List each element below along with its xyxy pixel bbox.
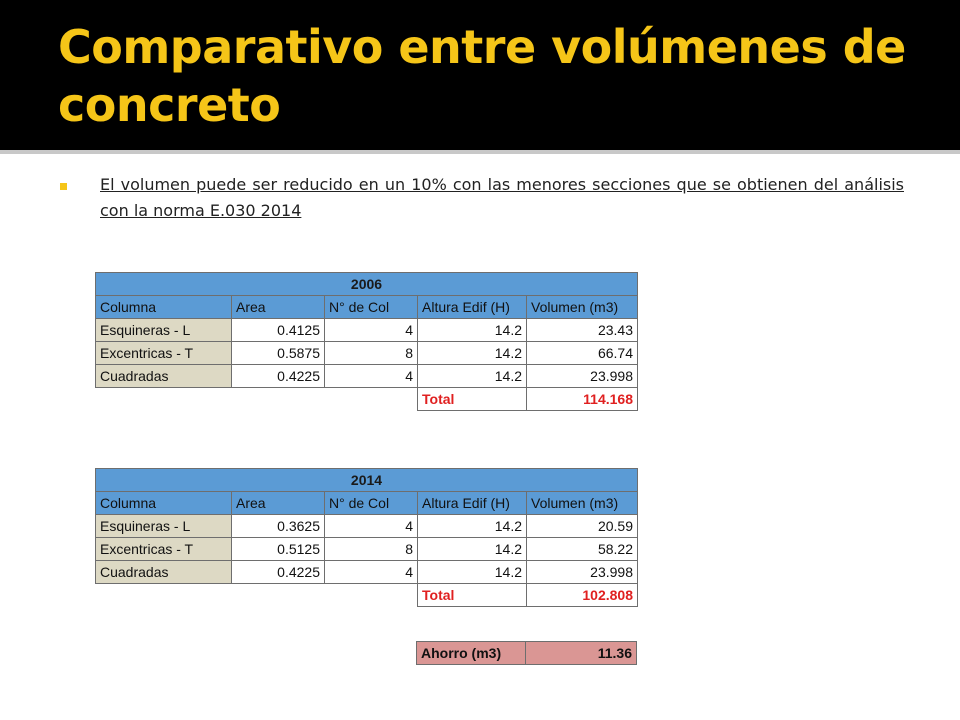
savings-row — [417, 642, 637, 665]
table-year-row — [96, 273, 638, 296]
cell-area: 0.4225 — [232, 365, 325, 388]
cell-area: 0.4125 — [232, 319, 325, 342]
cell-volumen: 20.59 — [527, 515, 638, 538]
header-columna: Columna — [96, 296, 232, 319]
cell-ncol: 4 — [325, 319, 418, 342]
bullet-text: El volumen puede ser reducido en un 10% con las menores secciones que se obtienen del análisis con la norma E.030 2014 — [100, 175, 904, 220]
cell-area: 0.5125 — [232, 538, 325, 561]
cell-altura: 14.2 — [418, 561, 527, 584]
title-band — [0, 0, 960, 150]
cell-ncol: 4 — [325, 561, 418, 584]
blank-cell — [96, 584, 418, 607]
cell-area: 0.5875 — [232, 342, 325, 365]
blank-cell — [96, 388, 418, 411]
cell-volumen: 66.74 — [527, 342, 638, 365]
cell-volumen: 23.43 — [527, 319, 638, 342]
cell-altura: 14.2 — [418, 365, 527, 388]
header-volumen: Volumen (m3) — [527, 296, 638, 319]
table-year: 2006 — [96, 273, 638, 296]
savings-value: 11.36 — [526, 642, 637, 665]
header-altura: Altura Edif (H) — [418, 492, 527, 515]
cell-volumen: 23.998 — [527, 365, 638, 388]
table-year-row — [96, 469, 638, 492]
cell-ncol: 4 — [325, 365, 418, 388]
table-row — [96, 319, 638, 342]
table-row — [96, 538, 638, 561]
savings-label: Ahorro (m3) — [417, 642, 526, 665]
cell-area: 0.4225 — [232, 561, 325, 584]
cell-columna: Cuadradas — [96, 365, 232, 388]
bullet-item — [60, 172, 904, 224]
table-row — [96, 515, 638, 538]
cell-altura: 14.2 — [418, 342, 527, 365]
cell-columna: Cuadradas — [96, 561, 232, 584]
square-bullet-icon — [60, 183, 67, 190]
slide-content — [0, 154, 960, 720]
cell-columna: Excentricas - T — [96, 342, 232, 365]
cell-altura: 14.2 — [418, 538, 527, 561]
header-ncol: N° de Col — [325, 492, 418, 515]
total-label: Total — [418, 584, 527, 607]
header-ncol: N° de Col — [325, 296, 418, 319]
total-value: 102.808 — [527, 584, 638, 607]
table-row — [96, 342, 638, 365]
slide-title: Comparativo entre volúmenes de concreto — [58, 20, 906, 132]
cell-columna: Excentricas - T — [96, 538, 232, 561]
table-total-row — [96, 388, 638, 411]
table-header-row — [96, 492, 638, 515]
table-2014 — [95, 468, 638, 607]
total-value: 114.168 — [527, 388, 638, 411]
header-area: Area — [232, 296, 325, 319]
table-header-row — [96, 296, 638, 319]
savings-table — [416, 641, 637, 665]
cell-ncol: 4 — [325, 515, 418, 538]
header-columna: Columna — [96, 492, 232, 515]
cell-columna: Esquineras - L — [96, 319, 232, 342]
total-label: Total — [418, 388, 527, 411]
cell-area: 0.3625 — [232, 515, 325, 538]
cell-volumen: 58.22 — [527, 538, 638, 561]
table-year: 2014 — [96, 469, 638, 492]
header-area: Area — [232, 492, 325, 515]
cell-columna: Esquineras - L — [96, 515, 232, 538]
cell-altura: 14.2 — [418, 515, 527, 538]
cell-volumen: 23.998 — [527, 561, 638, 584]
table-2006 — [95, 272, 638, 411]
table-total-row — [96, 584, 638, 607]
cell-ncol: 8 — [325, 342, 418, 365]
cell-altura: 14.2 — [418, 319, 527, 342]
table-row — [96, 365, 638, 388]
header-altura: Altura Edif (H) — [418, 296, 527, 319]
header-volumen: Volumen (m3) — [527, 492, 638, 515]
table-row — [96, 561, 638, 584]
cell-ncol: 8 — [325, 538, 418, 561]
